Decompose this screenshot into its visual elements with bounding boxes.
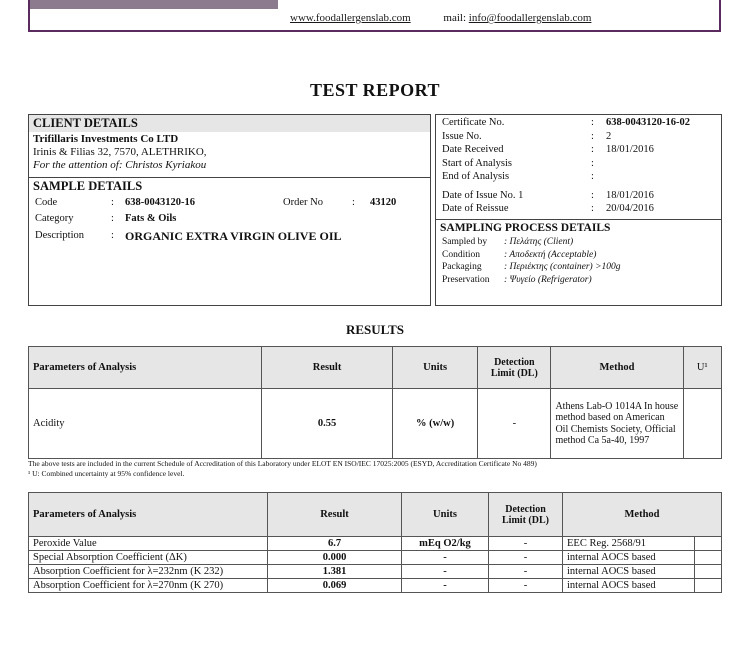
cert-label: Certificate No.: [442, 117, 505, 128]
acidity-dl: -: [478, 389, 551, 459]
website-link[interactable]: www.foodallergenslab.com: [290, 12, 411, 24]
client-name: Trifillaris Investments Co LTD: [33, 133, 179, 145]
sampling-label: Preservation: [442, 274, 490, 285]
cell-dl: -: [489, 551, 563, 565]
cert-label: End of Analysis: [442, 171, 510, 182]
sampling-label: Packaging: [442, 262, 482, 272]
cell-param: Peroxide Value: [29, 537, 268, 551]
col-result: Result: [262, 347, 393, 389]
col-result-2: Result: [268, 493, 402, 537]
results-heading: RESULTS: [345, 322, 405, 337]
col-uncertainty: U¹: [683, 347, 721, 389]
cell-param: Special Absorption Coefficient (ΔK): [29, 551, 268, 565]
order-colon: :: [352, 197, 355, 208]
cell-result: 0.000: [268, 551, 402, 565]
client-details-heading: CLIENT DETAILS: [29, 115, 430, 132]
table-row: [29, 537, 722, 551]
cert-value: 638-0043120-16-02: [606, 117, 690, 128]
category-label: Category: [35, 213, 74, 224]
client-attention: For the attention of: Christos Kyriakou: [33, 159, 207, 171]
sampling-process-heading: SAMPLING PROCESS DETAILS: [436, 220, 721, 235]
order-label: Order No: [283, 197, 323, 208]
col-units: Units: [392, 347, 477, 389]
banner-links: [290, 12, 591, 24]
description-colon: :: [111, 230, 114, 241]
sampling-value: : Αποδεκτή (Acceptable): [504, 249, 597, 260]
code-value: 638-0043120-16: [125, 197, 195, 208]
results-table-other: [28, 492, 722, 593]
client-sample-box: [28, 114, 431, 306]
mail-link[interactable]: info@foodallergenslab.com: [468, 12, 592, 24]
code-colon: :: [111, 197, 114, 208]
cert-label: Date of Issue No. 1: [442, 189, 524, 201]
sampling-details: [436, 235, 721, 295]
acidity-result: 0.55: [262, 389, 393, 459]
sampling-label: Condition: [442, 249, 481, 260]
sample-details: [29, 195, 430, 255]
cell-param: Absorption Coefficient for λ=270nm (K 270): [29, 579, 268, 593]
cert-value: 18/01/2016: [606, 189, 654, 201]
cell-dl: -: [489, 565, 563, 579]
cell-units: -: [402, 565, 489, 579]
table-row: [29, 551, 722, 565]
col-detection-limit: Detection Limit (DL): [478, 347, 551, 389]
acidity-param: Acidity: [29, 389, 262, 459]
cell-param: Absorption Coefficient for λ=232nm (K 232): [29, 565, 268, 579]
cert-colon: :: [591, 203, 594, 214]
table-row: [29, 579, 722, 593]
col-parameters: Parameters of Analysis: [29, 347, 262, 389]
cell-units: mEq O2/kg: [402, 537, 489, 551]
cell-dl: -: [489, 537, 563, 551]
cert-label: Date of Reissue: [442, 203, 509, 214]
cell-units: -: [402, 579, 489, 593]
col-method: Method: [551, 347, 683, 389]
category-value: Fats & Oils: [125, 213, 177, 224]
acidity-method: Athens Lab-O 1014A In house method based on American Oil Chemists Society, Official method Ca 5a-40, 1997: [551, 389, 683, 459]
col-units-2: Units: [402, 493, 489, 537]
order-value: 43120: [370, 197, 397, 208]
certificate-box: [435, 114, 722, 306]
description-label: Description: [35, 230, 84, 241]
col-detection-limit-2: Detection Limit (DL): [489, 493, 563, 537]
sampling-value: : Πελάτης (Client): [504, 237, 574, 247]
col-parameters-2: Parameters of Analysis: [29, 493, 268, 537]
cell-result: 6.7: [268, 537, 402, 551]
cert-colon: :: [591, 171, 594, 182]
cert-label: Issue No.: [442, 130, 482, 142]
uncertainty-note: ¹ U: Combined uncertainty at 95% confidence level.: [28, 469, 185, 478]
cell-method: internal AOCS based: [563, 579, 695, 593]
cert-value: 20/04/2016: [606, 203, 654, 214]
mail-label: mail:: [443, 12, 467, 24]
cell-method: internal AOCS based: [563, 565, 695, 579]
sampling-value: : Ψυγείο (Refrigerator): [504, 274, 592, 285]
header-banner: [28, 0, 721, 32]
certificate-details: [436, 115, 721, 219]
sample-details-heading: SAMPLE DETAILS: [29, 178, 430, 195]
cell-units: -: [402, 551, 489, 565]
acidity-u: [683, 389, 721, 459]
results-table-accredited: [28, 346, 722, 459]
description-value: ORGANIC EXTRA VIRGIN OLIVE OIL: [125, 229, 342, 243]
acidity-units: % (w/w): [392, 389, 477, 459]
page-title: TEST REPORT: [309, 80, 441, 100]
cert-value: 2: [606, 130, 612, 142]
client-address: Irinis & Filias 32, 7570, ALETHRIKO,: [33, 146, 207, 158]
cert-label: Start of Analysis: [442, 157, 512, 169]
cell-u: [695, 579, 722, 593]
cert-value: 18/01/2016: [606, 144, 654, 155]
cert-label: Date Received: [442, 144, 504, 155]
cell-u: [695, 565, 722, 579]
cert-colon: :: [591, 117, 594, 128]
category-colon: :: [111, 213, 114, 224]
code-label: Code: [35, 197, 58, 208]
table-row: [29, 389, 722, 459]
table-row: [29, 565, 722, 579]
cell-u: [695, 551, 722, 565]
cell-method: internal AOCS based: [563, 551, 695, 565]
cell-result: 1.381: [268, 565, 402, 579]
cert-colon: :: [591, 130, 594, 142]
cert-colon: :: [591, 144, 594, 155]
cert-colon: :: [591, 157, 594, 169]
cert-colon: :: [591, 189, 594, 201]
cell-method: EEC Reg. 2568/91: [563, 537, 695, 551]
cell-u: [695, 537, 722, 551]
sampling-label: Sampled by: [442, 237, 488, 247]
cell-result: 0.069: [268, 579, 402, 593]
accreditation-note: The above tests are included in the current Schedule of Accreditation of this Laboratory under ELOT EN ISO/IEC 17025:2005 (ESYD, Accreditation Certificate No 489): [28, 459, 537, 468]
col-method-2: Method: [563, 493, 722, 537]
sampling-value: : Περιέκτης (container) >100g: [504, 262, 621, 272]
cell-dl: -: [489, 579, 563, 593]
banner-logo-strip: [30, 0, 278, 9]
